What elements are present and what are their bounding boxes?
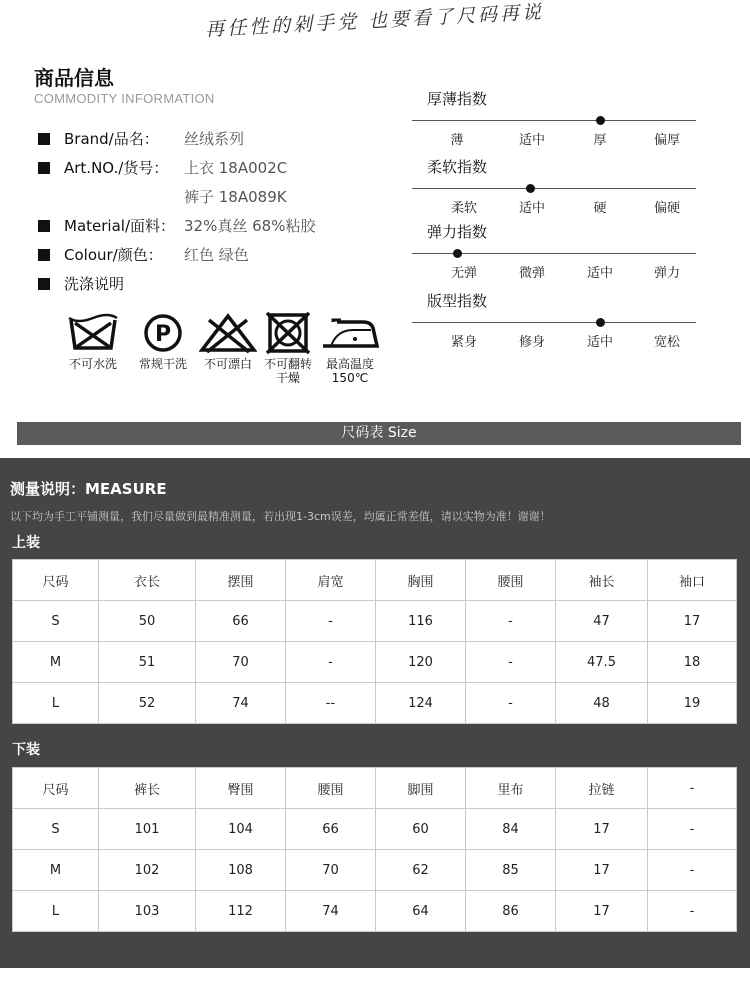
table-cell: - — [466, 642, 556, 683]
table-cell: M — [13, 850, 99, 891]
index-title: 弹力指数 — [427, 223, 488, 241]
brand-value: 丝绒系列 — [184, 130, 245, 148]
table-cell: - — [286, 601, 376, 642]
index-label: 微弹 — [518, 266, 545, 281]
index-label: 硬 — [593, 201, 607, 216]
table-cell: - — [466, 683, 556, 724]
header-cell: - — [648, 768, 737, 809]
bullet-icon — [38, 220, 50, 232]
table-cell: 70 — [286, 850, 376, 891]
table-cell: - — [648, 850, 737, 891]
wash-item-dry-clean — [128, 312, 198, 371]
table-cell: 60 — [376, 809, 466, 850]
header-cell: 袖长 — [556, 560, 648, 601]
wash-instructions-label: 洗涤说明 — [64, 275, 125, 293]
header-cell: 裤长 — [99, 768, 196, 809]
bullet-icon — [38, 249, 50, 261]
table-cell: - — [286, 642, 376, 683]
table-cell: 17 — [556, 850, 648, 891]
table-cell: - — [466, 601, 556, 642]
table-cell: 17 — [556, 809, 648, 850]
bottom-size-table — [12, 767, 737, 932]
wash-label-no-tumble-dry: 不可翻转 干燥 — [263, 357, 312, 385]
index-label: 适中 — [518, 201, 545, 216]
brand-label: Brand/品名： — [64, 130, 159, 148]
table-cell: 66 — [286, 809, 376, 850]
measure-section — [0, 458, 750, 968]
index-scale-line — [412, 322, 696, 323]
material-value: 32%真丝 68%粘胶 — [184, 217, 316, 235]
index-label: 宽松 — [653, 335, 680, 350]
header-cell: 脚围 — [376, 768, 466, 809]
table-cell: 62 — [376, 850, 466, 891]
table-cell: 50 — [99, 601, 196, 642]
wash-label-no-bleach: 不可漂白 — [203, 357, 252, 371]
index-marker-dot — [526, 184, 535, 193]
measure-note: 以下均为手工平铺测量，我们尽量做到最精准测量，若出现1-3cm误差，均属正常差值，请以实物为准！谢谢！ — [10, 510, 551, 523]
slogan-text: 再任性的剁手党 也要看了尺码再说 — [205, 1, 545, 41]
index-label: 适中 — [518, 133, 545, 148]
art-value-top: 上衣 18A002C — [184, 159, 288, 177]
table-cell: L — [13, 683, 99, 724]
table-cell: 104 — [196, 809, 286, 850]
top-size-table — [12, 559, 737, 724]
header-cell: 摆围 — [196, 560, 286, 601]
index-label: 厚 — [593, 133, 607, 148]
table-cell: 108 — [196, 850, 286, 891]
index-label: 适中 — [586, 266, 613, 281]
table-cell: 112 — [196, 891, 286, 932]
slogan — [0, 1, 750, 41]
table-cell: 86 — [466, 891, 556, 932]
index-label: 弹力 — [653, 266, 680, 281]
header-cell: 尺码 — [13, 768, 99, 809]
table-cell: 84 — [466, 809, 556, 850]
table-header-row — [13, 768, 737, 809]
table-cell: - — [648, 809, 737, 850]
no-water-wash-icon — [66, 312, 120, 354]
table-cell: M — [13, 642, 99, 683]
index-scale-line — [412, 120, 696, 121]
index-marker-dot — [596, 116, 605, 125]
index-title: 版型指数 — [427, 292, 488, 310]
table-cell: 18 — [648, 642, 737, 683]
table-cell: 52 — [99, 683, 196, 724]
table-cell: 102 — [99, 850, 196, 891]
commodity-title: 商品信息 — [34, 66, 114, 90]
table-cell: 85 — [466, 850, 556, 891]
table-cell: 101 — [99, 809, 196, 850]
header-cell: 肩宽 — [286, 560, 376, 601]
svg-text:P: P — [154, 322, 172, 347]
material-label: Material/面料： — [64, 217, 175, 235]
table-cell: 17 — [556, 891, 648, 932]
size-chart-bar: 尺码表 Size — [17, 422, 741, 445]
bullet-icon — [38, 278, 50, 290]
index-label: 柔软 — [450, 201, 477, 216]
index-label: 偏硬 — [653, 201, 680, 216]
dry-clean-icon — [136, 312, 190, 354]
table-cell: 51 — [99, 642, 196, 683]
table-cell: 17 — [648, 601, 737, 642]
index-label: 薄 — [450, 133, 464, 148]
table-cell: 47 — [556, 601, 648, 642]
header-cell: 臀围 — [196, 768, 286, 809]
header-cell: 袖口 — [648, 560, 737, 601]
header-cell: 拉链 — [556, 768, 648, 809]
wash-label-dry-clean: 常规干洗 — [138, 357, 187, 371]
header-cell: 胸围 — [376, 560, 466, 601]
table-cell: 66 — [196, 601, 286, 642]
wash-item-no-tumble-dry — [253, 312, 323, 385]
index-label: 紧身 — [450, 335, 477, 350]
table-cell: - — [648, 891, 737, 932]
index-label: 偏厚 — [653, 133, 680, 148]
iron-icon — [319, 312, 381, 354]
header-cell: 衣长 — [99, 560, 196, 601]
wash-label-iron: 最高温度 150℃ — [325, 357, 374, 385]
art-value-bottom: 裤子 18A089K — [184, 188, 287, 206]
table-row — [13, 850, 737, 891]
table-cell: -- — [286, 683, 376, 724]
table-cell: 48 — [556, 683, 648, 724]
colour-label: Colour/颜色： — [64, 246, 163, 264]
bottom-wear-title: 下装 — [12, 742, 40, 758]
bottom-strip — [0, 968, 750, 985]
top-wear-title: 上装 — [12, 535, 40, 551]
table-cell: S — [13, 601, 99, 642]
colour-value: 红色 绿色 — [184, 246, 249, 264]
index-scale-line — [412, 188, 696, 189]
bullet-icon — [38, 133, 50, 145]
table-row — [13, 601, 737, 642]
table-cell: 74 — [196, 683, 286, 724]
no-tumble-dry-icon — [263, 312, 313, 354]
table-row — [13, 642, 737, 683]
table-cell: L — [13, 891, 99, 932]
table-cell: 103 — [99, 891, 196, 932]
table-cell: 74 — [286, 891, 376, 932]
table-row — [13, 683, 737, 724]
table-cell: 116 — [376, 601, 466, 642]
index-marker-dot — [453, 249, 462, 258]
index-marker-dot — [596, 318, 605, 327]
bullet-icon — [38, 162, 50, 174]
measure-title: 测量说明：MEASURE — [10, 480, 167, 498]
wash-label-no-water-wash: 不可水洗 — [68, 357, 117, 371]
table-cell: 120 — [376, 642, 466, 683]
table-cell: 70 — [196, 642, 286, 683]
wash-item-iron — [315, 312, 385, 385]
header-cell: 里布 — [466, 768, 556, 809]
table-cell: 124 — [376, 683, 466, 724]
table-header-row — [13, 560, 737, 601]
no-bleach-icon — [199, 312, 257, 354]
wash-item-no-water-wash — [58, 312, 128, 371]
index-label: 无弹 — [450, 266, 477, 281]
table-row — [13, 891, 737, 932]
table-cell: S — [13, 809, 99, 850]
table-cell: 64 — [376, 891, 466, 932]
table-cell: 19 — [648, 683, 737, 724]
art-label: Art.NO./货号： — [64, 159, 169, 177]
table-cell: 47.5 — [556, 642, 648, 683]
commodity-subtitle: COMMODITY INFORMATION — [34, 91, 215, 106]
header-cell: 腰围 — [286, 768, 376, 809]
index-title: 柔软指数 — [427, 158, 488, 176]
index-label: 修身 — [518, 335, 545, 350]
header-cell: 尺码 — [13, 560, 99, 601]
table-row — [13, 809, 737, 850]
index-title: 厚薄指数 — [427, 90, 488, 108]
header-cell: 腰围 — [466, 560, 556, 601]
index-label: 适中 — [586, 335, 613, 350]
